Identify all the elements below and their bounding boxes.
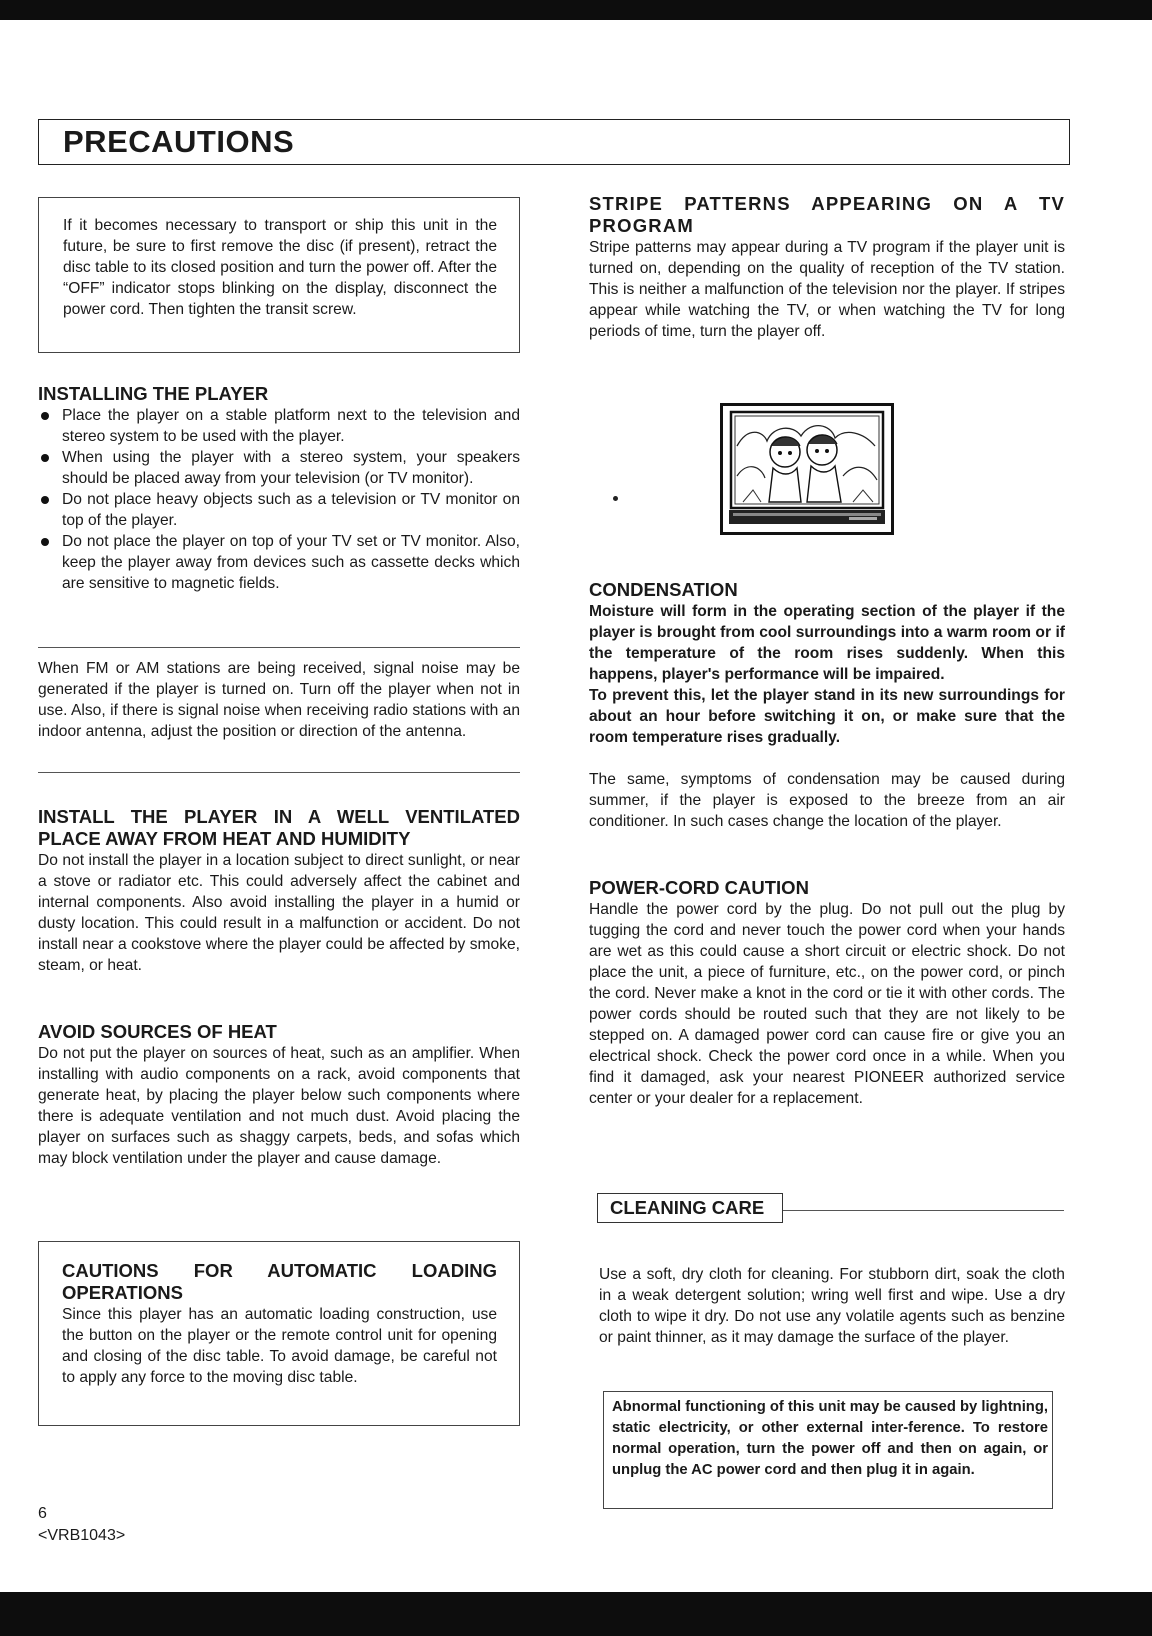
stripe-heading: STRIPE PATTERNS APPEARING ON A TV PROGRAM bbox=[589, 193, 1065, 236]
tv-illustration bbox=[720, 403, 894, 535]
document-code: <VRB1043> bbox=[38, 1527, 126, 1544]
auto-loading-heading: CAUTIONS FOR AUTOMATIC LOADING OPERATIONS bbox=[62, 1260, 497, 1303]
divider bbox=[38, 772, 520, 773]
condensation-section bbox=[589, 579, 1065, 832]
auto-loading-box bbox=[38, 1241, 520, 1426]
power-cord-body: Handle the power cord by the plug. Do not pull out the plug by tugging the cord and never touch the power cord when your hands are wet as this could cause a short circuit or electric shock. Do not place the unit, a piece of furniture, etc., on the power cord, or pinch the cord. Never make a knot in the cord or tie it with other cords. The power cords should be routed such that they are not likely to be stepped on. A damaged power cord can cause fire or give you an electrical shock. Check the power cord once in a while. When you find it damaged, ask your nearest PIONEER authorized service center or your dealer for a replacement. bbox=[589, 901, 1065, 1107]
cleaning-body: Use a soft, dry cloth for cleaning. For stubborn dirt, soak the cloth in a weak detergent solution; wring well first and wipe. Use a dry cloth to wipe it dry. Do not use any volatile agents such as benzine or paint thinner, as it may damage the surface of the player. bbox=[599, 1266, 1065, 1346]
abnormal-note-text: Abnormal functioning of this unit may be caused by lightning, static electricity, or other external inter-ference. To restore normal operation, turn the power off and then on again, or unplug the AC power cord and then plug it in again. bbox=[612, 1399, 1048, 1478]
heat-section bbox=[38, 1021, 520, 1169]
tv-with-cartoon-icon bbox=[723, 406, 891, 532]
cleaning-care-label: CLEANING CARE bbox=[597, 1193, 783, 1223]
list-item: Do not place the player on top of your TV set or TV monitor. Also, keep the player away from devices such as cassette decks which are sensitive to magnetic fields. bbox=[38, 531, 520, 594]
installing-section bbox=[38, 383, 520, 594]
ventilated-section bbox=[38, 806, 520, 976]
abnormal-note-box bbox=[603, 1391, 1053, 1509]
transport-note-text: If it becomes necessary to transport or ship this unit in the future, be sure to first remove the disc (if present), retract the disc table to its closed position and turn the power off. After the “OFF” indicator stops blinking on the display, disconnect the power cord. Then tighten the transit screw. bbox=[63, 217, 497, 318]
power-cord-section bbox=[589, 877, 1065, 1109]
list-item: Do not place heavy objects such as a television or TV monitor on top of the player. bbox=[38, 489, 520, 531]
stripe-body: Stripe patterns may appear during a TV program if the player unit is turned on, depending on the quality of reception of the TV station. This is neither a malfunction of the television nor the player. If stripes appear while watching the TV, or when watching the TV for long periods of time, turn the player off. bbox=[589, 239, 1065, 340]
heat-heading: AVOID SOURCES OF HEAT bbox=[38, 1021, 277, 1042]
heat-body: Do not put the player on sources of heat, such as an amplifier. When installing with audio components on a rack, avoid components that generate heat, by placing the player below such components where there is adequate ventilation and not much dust. Avoid placing the player on surfaces such as shaggy carpets, beds, and sofas which may block ventilation under the player and cause damage. bbox=[38, 1045, 520, 1167]
condensation-warning: Moisture will form in the operating section of the player if the player is brought from cool surroundings into a warm room or if the temperature of the room rises suddenly. When this happens, player's performance will be impaired. bbox=[589, 603, 1065, 683]
stripe-section bbox=[589, 193, 1065, 342]
installing-heading: INSTALLING THE PLAYER bbox=[38, 383, 269, 404]
title-box bbox=[38, 119, 1070, 165]
ventilated-body: Do not install the player in a location subject to direct sunlight, or near a stove or radiator etc. This could adversely affect the cabinet and internal components. Also avoid installing the player in a humid or dusty location. This could result in a malfunction or accident. Do not install near a cookstove where the player could be affected by smoke, steam, or heat. bbox=[38, 852, 520, 974]
condensation-body: The same, symptoms of condensation may be caused during summer, if the player is exposed to the breeze from an air conditioner. In such cases change the location of the player. bbox=[589, 771, 1065, 830]
condensation-prevention: To prevent this, let the player stand in its new surroundings for about an hour before switching it on, or make sure that the room temperature rises gradually. bbox=[589, 687, 1065, 746]
list-item: Place the player on a stable platform next to the television and stereo system to be used with the player. bbox=[38, 405, 520, 447]
ventilated-heading: INSTALL THE PLAYER IN A WELL VENTILATED PLACE AWAY FROM HEAT AND HUMIDITY bbox=[38, 806, 520, 849]
cleaning-divider bbox=[783, 1210, 1064, 1211]
transport-note-box bbox=[38, 197, 520, 353]
bullet-mark bbox=[613, 496, 618, 501]
top-black-band bbox=[0, 0, 1152, 20]
condensation-heading: CONDENSATION bbox=[589, 579, 738, 600]
auto-loading-body: Since this player has an automatic loading construction, use the button on the player or the remote control unit for opening and closing of the disc table. To avoid damage, be careful not to apply any force to the moving disc table. bbox=[62, 1306, 497, 1386]
page-title: PRECAUTIONS bbox=[63, 124, 295, 159]
page-footer bbox=[38, 1503, 125, 1547]
bottom-black-band bbox=[0, 1592, 1152, 1636]
page-number: 6 bbox=[38, 1505, 47, 1522]
radio-note: When FM or AM stations are being received, signal noise may be generated if the player is turned on. Turn off the player when not in use. Also, if there is signal noise when receiving radio stations with an indoor antenna, adjust the position or direction of the antenna. bbox=[38, 660, 520, 740]
list-item: When using the player with a stereo system, your speakers should be placed away from your television (or TV monitor). bbox=[38, 447, 520, 489]
installing-list bbox=[38, 405, 520, 594]
power-cord-heading: POWER-CORD CAUTION bbox=[589, 877, 809, 898]
divider bbox=[38, 647, 520, 648]
